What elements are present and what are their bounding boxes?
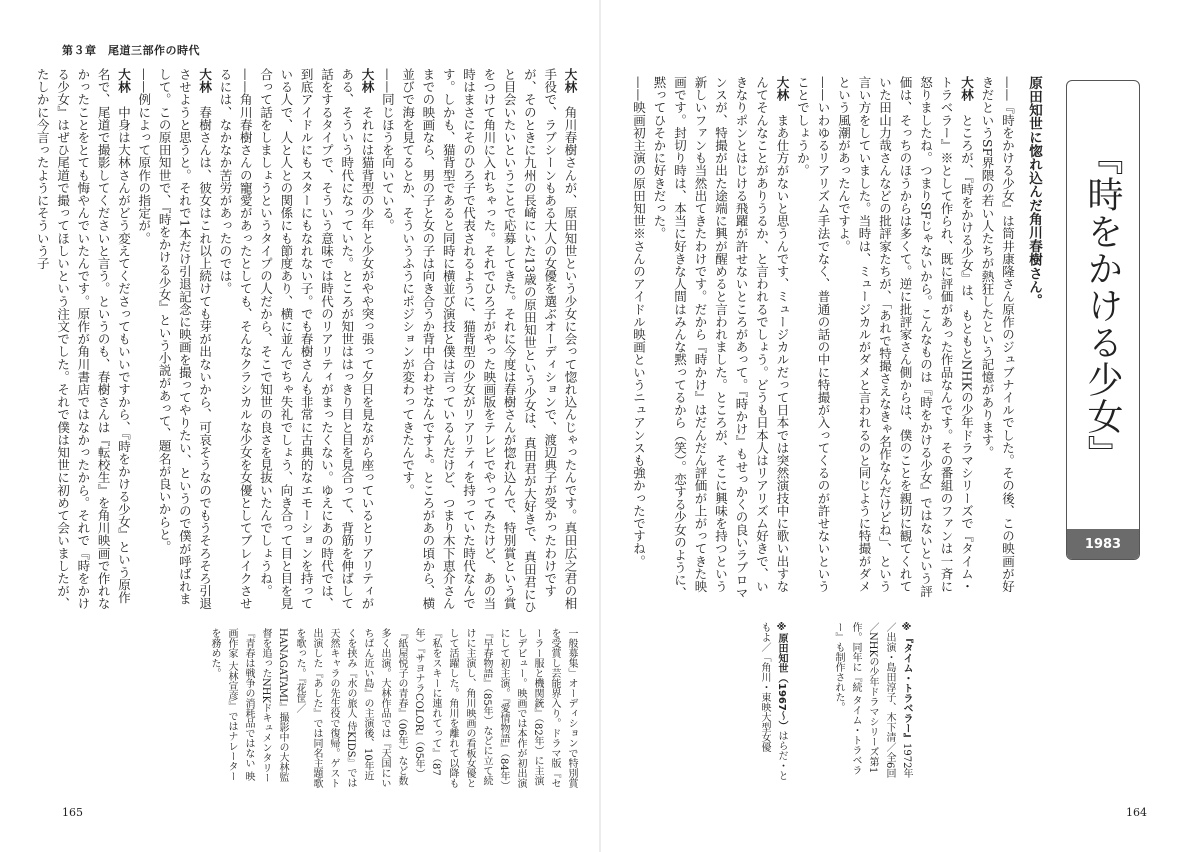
speaker-label: 大林 bbox=[775, 76, 790, 102]
year-tag: 1983 bbox=[1067, 529, 1139, 559]
paragraph-text: 角川春樹さんが、原田知世という少女に会って惚れ込んじゃったんです。真田広之君の相手役で、ラブシーンもある大人の女優を選ぶオーディションで、渡辺典子が受かったわけですが、そのときに九州の長崎にいた13歳の原田知世という少女は、真田君が大好きで、真田君にひと目会いたいということで応募してきた。それに今度は春樹さんが惚れ込んで、特別賞という賞をつけて角川に入れちゃった。それでひろ子がやった映画版をテレビでやってみたけど、あの当時はまさにそのひろ子で代表されるように、猫背型の少女がリアリティを持っていた時代なんです。しかも、猫背型であると同時に横並び演技と僕は言っているんだけど、つまり木下恵介さんまでの映画なら、男の子と女の子は向き合うか背中合わせなんですよ。ところがあの頃から、横並びで海を見てるとか、そういうふうにポジションが変わってきたんです。 bbox=[400, 68, 578, 614]
paragraph bbox=[628, 76, 649, 604]
footnote bbox=[756, 622, 790, 782]
paragraph-text: 中身は大林さんがどう変えてくださってもいいですから、『時をかける少女』という原作名で、尾道で撮影してくださいと言う。というのも、春樹さんは『転校生』を角川映画で作れなかったことをとても悔やんでいたんです。原作が角川書店ではなかったから。それで『時をかける少女』はぜひ尾道で撮ってほしいという注文でした。それで僕は知世に初めて会いましたが、たしかに今言ったようにそういう子 bbox=[35, 68, 132, 610]
speaker-label: 大林 bbox=[360, 68, 376, 94]
speaker-label: 大林 bbox=[563, 68, 578, 94]
paragraph-text: 春樹さんは、彼女はこれ以上続けても芽が出ないから、可哀そうなのでもうそろそろ引退させようと思うと。それで1本だけ引退記念に映画を撮ってやりたい、というので僕が呼ばれまして。この原田知世で、『時をかける少女』という小説があって、題名が良いからと。 bbox=[157, 68, 213, 610]
paragraph bbox=[833, 76, 977, 604]
footnotes-left bbox=[209, 628, 580, 788]
paragraph bbox=[377, 68, 397, 616]
page-number-right: 164 bbox=[1126, 806, 1147, 819]
speaker-label: 大林 bbox=[197, 68, 213, 94]
question-text: ——映画初主演の原田知世※さんのアイドル映画というニュアンスも強かったですね。 bbox=[631, 76, 647, 568]
question-text: ——『時をかける少女』は筒井康隆さん原作のジュブナイルでした。その後、この映画が好きだというSF界隈の若い人たちが熱狂したという記憶があります。 bbox=[980, 76, 1016, 593]
footnote-head: ※原田知世（1967〜） bbox=[776, 622, 787, 731]
film-title-box bbox=[1066, 80, 1140, 560]
footnote-head: ※『タイム・トラベラー』 bbox=[901, 622, 912, 743]
left-page-body bbox=[35, 68, 580, 616]
footnotes-right bbox=[700, 622, 915, 782]
paragraph bbox=[215, 68, 256, 616]
speaker-label: 大林 bbox=[959, 76, 975, 102]
page-number-left: 165 bbox=[62, 806, 83, 819]
paragraph-text: それには猫背型の少年と少女がやや突っ張って夕日を見ながら座っているとリアリティがある、そういう時代になっていた。ところが知世ははっきり目と目を見合って、背筋を伸ばして話をするタイプで、そういう意味では時代のリアリティがまったくない。ゆえにあの時代では、到底アイドルにもスターにもなれない子。でも春樹さんも非常に古典的なエモーションを持っている人で、人と人との関係にも節度あり、横に並んでちゃ失礼でしょう、向き合って目と目を見合って話をしましょうというタイプの人だから、そこで知世の良さを見抜いたんでしょうね。 bbox=[258, 68, 376, 610]
page-gutter bbox=[599, 0, 601, 852]
footnote-continuation: 一般募集」オーディションで特別賞を受賞し芸能界入り。ドラマ版『セーラー服と機関銃』（82年）に主演しデビュー。映画では本作が初出演にして初主演。『愛情物語』（84年）『早春物語』（85年）などに立て続けに主演し、角川映画の看板女優として活躍した。角川を離れて以降も『私をスキーに連れてって』（87年）『サヨナラCOLOR』（05年）『紙屋悦子の青春』（06年）など数多く出演。大林作品では『天国にいちばん近い島』の主演後、10年近くを挟み『水の旅人 侍KIDS』では天然キャラの先生役で復帰。ゲスト出演した『あした』では同名主題歌を歌った。『花筐／HANAGATAMI』撮影中の大林監督を追ったNHKドキュメンタリー『青春は戦争の消耗品ではない 映画作家 大林宣彦』ではナレーターを務めた。 bbox=[209, 628, 577, 788]
right-page-body bbox=[631, 76, 1048, 604]
paragraph bbox=[397, 68, 580, 616]
film-title: 『時をかける少女』 bbox=[1082, 138, 1123, 472]
question-text: ——同じほうを向いている。 bbox=[380, 68, 396, 232]
question-text: ——例によって原作の指定が。 bbox=[136, 68, 152, 245]
section-subheading: 原田知世に惚れ込んだ角川春樹さん。 bbox=[1026, 76, 1042, 308]
footnote-text: はらだ・ともよ／「角川・東映大型女優 bbox=[759, 622, 787, 781]
paragraph bbox=[977, 76, 1018, 604]
question-text: ——角川春樹さんの寵愛があったとしても、そんなクラシカルな少女を女優としてブレイクさせるには、なかなか苦労があったのでは。 bbox=[217, 68, 254, 610]
footnote-text: 1972年／出演・島田淳子、木下清／全6回／NHKの少年ドラマシリーズ第1作。同年に『続 タイム・トラベラー』も制作された。 bbox=[833, 622, 912, 779]
question-text: ——いわゆるリアリズム手法でなく、普通の話の中に特撮が入ってくるのが許せないということでしょうか。 bbox=[795, 76, 831, 593]
running-head: 第３章 尾道三部作の時代 bbox=[62, 44, 200, 57]
paragraph-text: ところが、『時をかける少女』は、もともとNHKの少年ドラマシリーズで『タイム・トラベラー』※として作られ、既に評価があった作品なんです。その番組のファンは一斉に怒りましたね。つまりSFじゃないから。こんなものは『時をかける少女』ではないという評価は、そっちのほうからは多くて。逆に批評家さん側からは、僕のことを親切に観てくれていた田山力哉さんなどの批評家たちが、「あれで特撮さえなきゃ名作なんだけどね」、という言い方をしていました。当時は、ミュージカルがダメと言われるのと同じように特撮がダメという風潮があったんですよ。 bbox=[836, 76, 975, 598]
footnote bbox=[830, 622, 915, 782]
paragraph bbox=[32, 68, 133, 616]
paragraph bbox=[154, 68, 215, 616]
paragraph bbox=[255, 68, 377, 616]
paragraph bbox=[133, 68, 153, 616]
speaker-label: 大林 bbox=[116, 68, 132, 94]
paragraph-text: まあ仕方がないと思うんです、ミュージカルだって日本では突然演技中に歌い出すなんてそんなことがありうるか、と言われるでしょう。どうも日本人はリアリズム好きで、いきなりポンとはじける飛躍が許せないところがあって。『時かけ』もせっかくの良いラブロマンスが、特撮が出た途端に興が醒めると言われました。ところが、そこに興味を持つという新しいファンも当然出てきたわけです。だから『時かけ』はだんだん評価が上がってきた映画です。封切り時は、本当に好きな人間はみんな黙ってるから（笑）。恋する少女のように、黙ってひそかに好きだった。 bbox=[652, 76, 790, 599]
paragraph bbox=[792, 76, 833, 604]
paragraph bbox=[649, 76, 793, 604]
